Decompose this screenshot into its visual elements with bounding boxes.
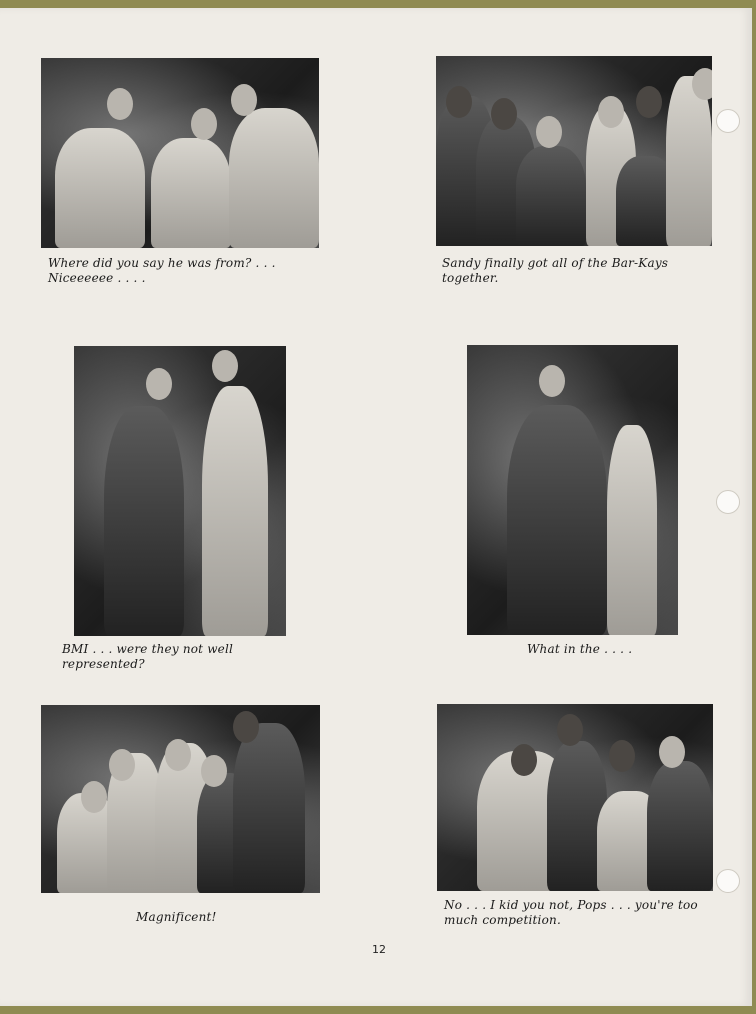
photo-bar-kays-group [436,56,712,246]
caption-bottom-left: Magnificent! [136,910,217,924]
caption-top-left: Where did you say he was from? . . . Niceeeeee . . . . [48,256,276,285]
photo-handshake-group [437,704,713,891]
caption-top-right: Sandy finally got all of the Bar-Kays together. [442,256,669,285]
page-number: 12 [372,943,386,956]
binder-hole-middle [716,490,740,514]
binder-hole-top [716,109,740,133]
yearbook-page [0,8,752,1006]
caption-bottom-right: No . . . I kid you not, Pops . . . you're too much competition. [444,898,698,927]
caption-mid-left: BMI . . . were they not well represented? [62,642,234,671]
photo-man-in-dark-jacket [467,345,678,635]
caption-mid-right: What in the . . . . [527,642,633,656]
photo-bmi-two-men [74,346,286,636]
photo-three-people-party [41,58,319,248]
photo-group-banquet [41,705,320,893]
binder-hole-bottom [716,869,740,893]
